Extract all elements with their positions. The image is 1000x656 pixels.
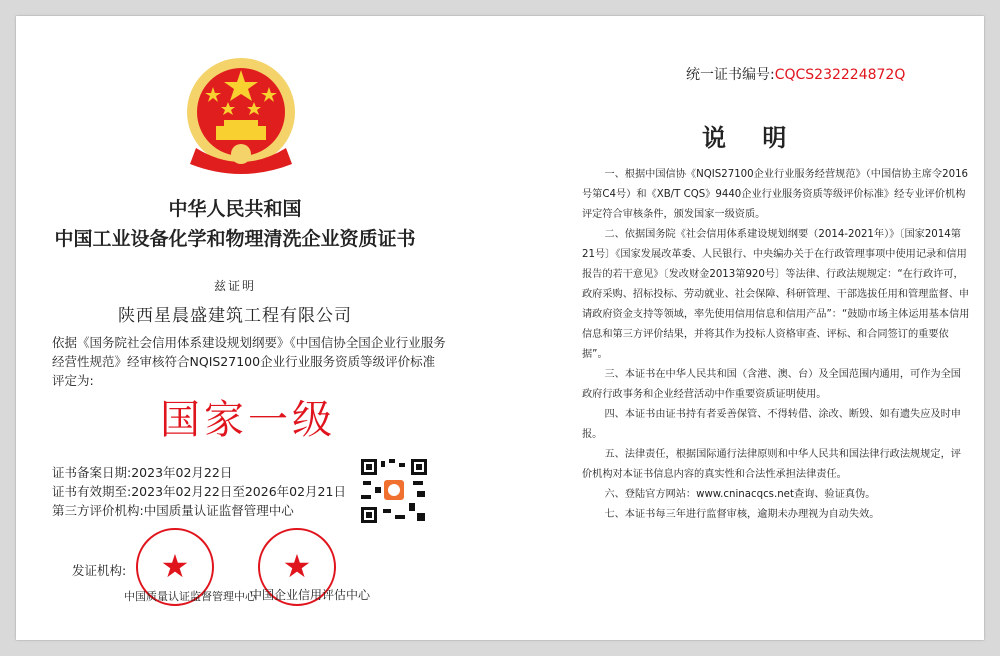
issuer-label: 发证机构: (72, 563, 127, 578)
note-item: 三、本证书在中华人民共和国（含港、澳、台）及全国范围内通用，可作为全国政府行政事务和企业经营活动中作重要资质证明使用。 (582, 369, 961, 400)
star-icon: ★ (282, 547, 312, 585)
evaluator: 第三方评价机构:中国质量认证监督管理中心 (52, 503, 294, 518)
certificate-number (686, 64, 905, 84)
note-item: 二、依据国务院《社会信用体系建设规划纲要（2014-2021年）》〔国家2014第21号〕《国家发展改革委、人民银行、中央编办关于在行政管理事项中使用记录和信用报告的若干意见》〔发改财金2013第920号〕等法律、行政法规规定：“在行政许可，政府采购、招标投标、劳动就业、社会保障、科研管理、干部选拔任用和管理监督、申请政府资金支持等领域，率先使用信用信息和信用产品”：“鼓励市场主体运用基本信用信息和第三方评价结果，并将其作为投标人资格审查、评标、和合同签订的重要依据”。 (582, 229, 970, 360)
note-item: 五、法律责任，根据国际通行法律原则和中华人民共和国法律行政法规规定，评价机构对本证书信息内容的真实性和合法性承担法律责任。 (582, 449, 961, 480)
star-icon: ★ (160, 547, 190, 585)
notes-list (582, 165, 970, 525)
certificate-title: 中国工业设备化学和物理清洗企业资质证书 (54, 228, 416, 250)
basis-text: 依据《国务院社会信用体系建设规划纲要》《中国信协全国企业行业服务经营性规范》经审核符合NQIS27100企业行业服务资质等级评价标准评定为: (52, 335, 446, 388)
seal-name: 中国企业信用评估中心 (250, 588, 371, 602)
filing-date: 证书备案日期:2023年02月22日 (52, 465, 233, 480)
note-item: 一、根据中国信协《NQIS27100企业行业服务经营规范》（中国信协主席令2016号第C4号）和《XB/T CQS》9440企业行业服务资质等级评价标准》经专业评价机构评定符合审核条件，颁发国家一级资质。 (582, 169, 969, 220)
certify-subtitle: 兹证明 (213, 279, 256, 293)
validity-period: 证书有效期至:2023年02月22日至2026年02月21日 (52, 484, 346, 499)
note-item: 六、登陆官方网站：www.cninacqcs.net查询、验证真伪。 (604, 489, 876, 500)
company-name: 陕西星晨盛建筑工程有限公司 (118, 306, 352, 326)
title-country: 中华人民共和国 (168, 198, 302, 220)
explanation-title: 说 明 (702, 124, 801, 152)
national-emblem-icon (176, 56, 306, 178)
cert-number-value: CQCS232224872Q (774, 67, 906, 83)
grade-level: 国家一级 (160, 397, 336, 443)
note-item: 七、本证书每三年进行监督审核，逾期未办理视为自动失效。 (604, 509, 880, 520)
note-item: 四、本证书由证书持有者妥善保管、不得转借、涂改、断毁、如有遗失应及时申报。 (582, 409, 961, 440)
seal-name: 中国质量认证监督管理中心 (124, 590, 256, 603)
cert-number-label: 统一证书编号: (686, 67, 775, 83)
qr-code-icon (361, 459, 427, 523)
